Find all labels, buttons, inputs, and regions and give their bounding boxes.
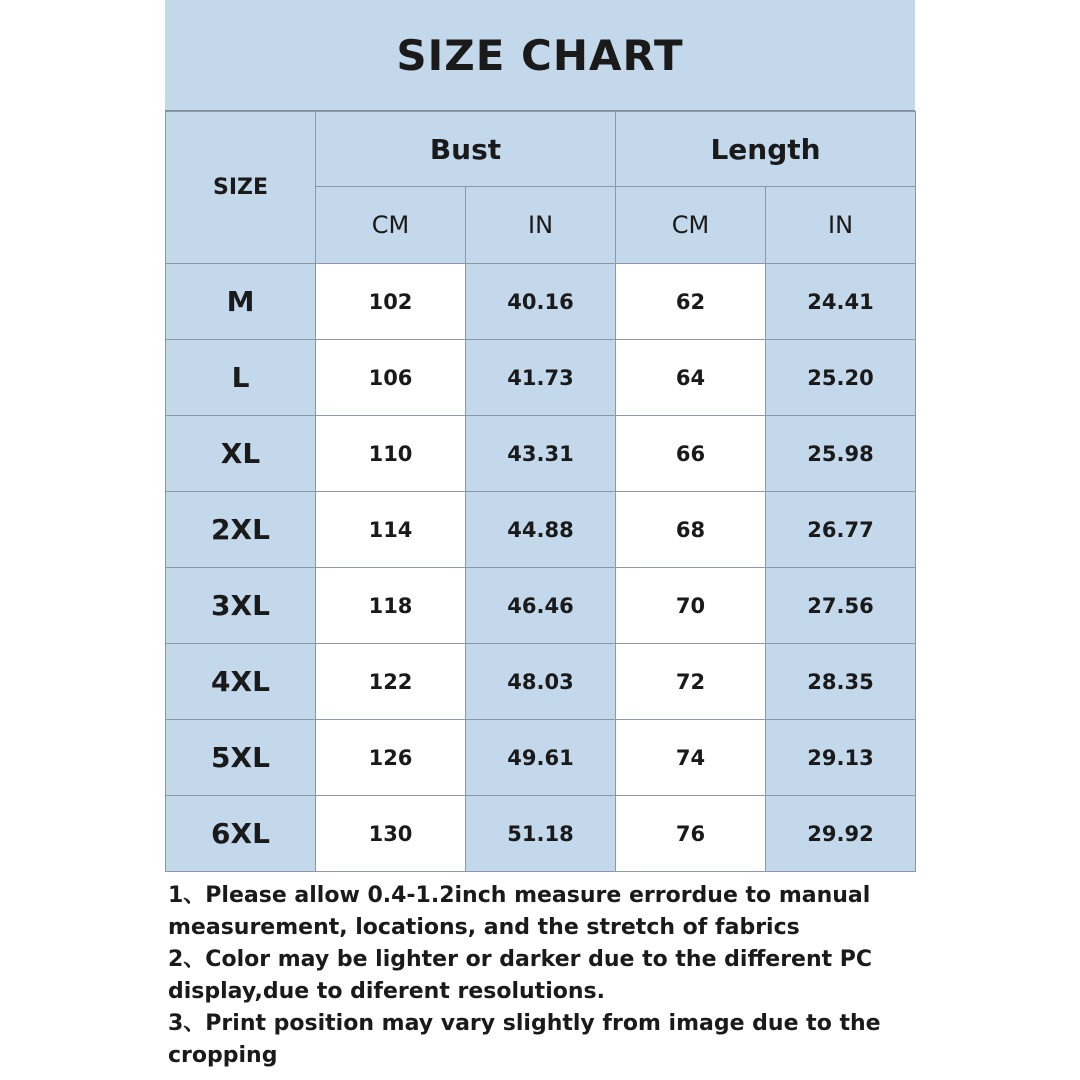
table-row <box>166 416 916 492</box>
table-row <box>166 720 916 796</box>
length-in-cell: 25.98 <box>766 416 916 492</box>
length-cm-cell: 74 <box>616 720 766 796</box>
size-cell: L <box>166 340 316 416</box>
table-row <box>166 340 916 416</box>
length-cm-cell: 62 <box>616 264 766 340</box>
bust-cm-cell: 110 <box>316 416 466 492</box>
title-band <box>165 0 915 112</box>
size-cell: M <box>166 264 316 340</box>
table-row <box>166 492 916 568</box>
header-length-in: IN <box>766 187 916 264</box>
length-in-cell: 24.41 <box>766 264 916 340</box>
bust-in-cell: 49.61 <box>466 720 616 796</box>
chart-title: SIZE CHART <box>396 30 684 80</box>
length-in-cell: 29.92 <box>766 796 916 872</box>
bust-in-cell: 44.88 <box>466 492 616 568</box>
note-1: 1、Please allow 0.4-1.2inch measure errordue to manual measurement, locations, and the stretch of fabrics <box>168 883 871 940</box>
size-cell: 6XL <box>166 796 316 872</box>
bust-cm-cell: 106 <box>316 340 466 416</box>
header-bust-cm: CM <box>316 187 466 264</box>
length-cm-cell: 66 <box>616 416 766 492</box>
bust-in-cell: 46.46 <box>466 568 616 644</box>
bust-cm-cell: 114 <box>316 492 466 568</box>
length-cm-cell: 64 <box>616 340 766 416</box>
table-row <box>166 568 916 644</box>
table-row <box>166 264 916 340</box>
bust-in-cell: 51.18 <box>466 796 616 872</box>
table-row <box>166 796 916 872</box>
bust-in-cell: 43.31 <box>466 416 616 492</box>
length-in-cell: 29.13 <box>766 720 916 796</box>
size-cell: 4XL <box>166 644 316 720</box>
size-cell: 5XL <box>166 720 316 796</box>
length-in-cell: 28.35 <box>766 644 916 720</box>
length-cm-cell: 70 <box>616 568 766 644</box>
length-in-cell: 26.77 <box>766 492 916 568</box>
header-length: Length <box>616 112 916 187</box>
bust-cm-cell: 118 <box>316 568 466 644</box>
header-bust: Bust <box>316 112 616 187</box>
notes-section <box>168 880 913 1072</box>
size-cell: 2XL <box>166 492 316 568</box>
note-2: 2、Color may be lighter or darker due to the different PC display,due to diferent resolutions. <box>168 947 873 1004</box>
bust-cm-cell: 122 <box>316 644 466 720</box>
table-row <box>166 644 916 720</box>
size-chart-sheet <box>165 0 915 1080</box>
size-cell: 3XL <box>166 568 316 644</box>
bust-cm-cell: 130 <box>316 796 466 872</box>
length-cm-cell: 68 <box>616 492 766 568</box>
header-length-cm: CM <box>616 187 766 264</box>
bust-in-cell: 48.03 <box>466 644 616 720</box>
bust-in-cell: 40.16 <box>466 264 616 340</box>
header-size: SIZE <box>166 112 316 264</box>
size-table <box>165 111 916 872</box>
bust-cm-cell: 126 <box>316 720 466 796</box>
note-3: 3、Print position may vary slightly from image due to the cropping <box>168 1011 881 1068</box>
size-cell: XL <box>166 416 316 492</box>
length-in-cell: 25.20 <box>766 340 916 416</box>
length-in-cell: 27.56 <box>766 568 916 644</box>
length-cm-cell: 72 <box>616 644 766 720</box>
length-cm-cell: 76 <box>616 796 766 872</box>
header-bust-in: IN <box>466 187 616 264</box>
bust-in-cell: 41.73 <box>466 340 616 416</box>
bust-cm-cell: 102 <box>316 264 466 340</box>
